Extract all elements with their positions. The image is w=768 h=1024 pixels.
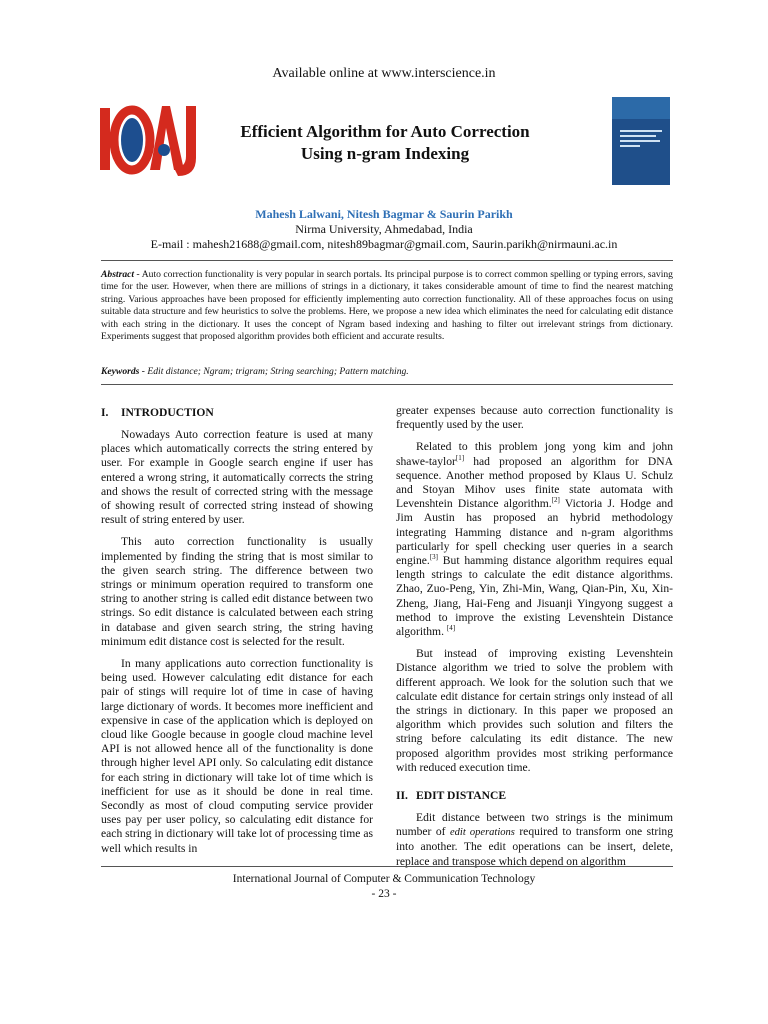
abstract-top-rule (101, 260, 673, 261)
page-number: - 23 - (371, 888, 397, 900)
keywords-label: Keywords - (101, 366, 145, 377)
text-run: Victoria J. Hodge and Jim Austin has proposed an hybrid methodology integrating Hamming distance and n-gram algorithms particularly for spell checking user queries in a search engine. (396, 497, 674, 568)
text-run: But hamming distance algorithm requires equal length strings to calculate the edit distance algorithms. Zhao, Zuo-Peng, Yin, Zhi-Min, Wang, Qian-Pin, Xu, Xin-Zheng, Jiang, Hai-Feng and Jisuanji Yingyong suggest a method to improve the existing Levenshtein Distance algorithm. (396, 554, 673, 639)
section-title: EDIT DISTANCE (416, 789, 507, 803)
left-column (101, 406, 373, 864)
abstract-label: Abstract - (101, 269, 140, 280)
paragraph: greater expenses because auto correction functionality is frequently used by the user. (396, 404, 673, 432)
journal-logo-icon (98, 98, 200, 182)
footer (0, 872, 768, 902)
paragraph: But instead of improving existing Levenshtein Distance algorithm we tried to solve the problem with different approach. We look for the solution such that we calculate edit distance for certain strings only instead of all the strings in dictionary. In this paper we proposed an algorithm which provides such solution and filters the string before calculating its edit distance. The new proposed algorithm provides most striking performance with reduced execution time. (396, 647, 673, 774)
text-run: had proposed an algorithm for DNA sequence. Another method proposed by Klaus U. Schulz and Stoyan Mihov uses finite state automata with Levenshtein Distance algorithm. (396, 454, 673, 511)
footer-rule (101, 866, 673, 867)
keywords (101, 366, 673, 377)
paper-title (190, 121, 580, 165)
text-run: Edit distance between two strings is the minimum number of (396, 811, 673, 839)
text-run: required to transform one string into another. The edit operations can be insert, delete, replace and transpose which depend on algorithm (396, 825, 674, 868)
title-line-1: Efficient Algorithm for Auto Correction (240, 122, 530, 141)
section-heading-introduction (101, 406, 373, 420)
author-list: Mahesh Lalwani, Nitesh Bagmar & Saurin Parikh (255, 207, 513, 221)
paragraph (396, 811, 673, 869)
section-title: INTRODUCTION (121, 406, 214, 419)
author-emails: E-mail : mahesh21688@gmail.com, nitesh89bagmar@gmail.com, Saurin.parikh@nirmauni.ac.in (150, 237, 618, 251)
journal-cover-icon (612, 97, 670, 185)
citation: [1] (455, 453, 465, 462)
journal-name: International Journal of Computer & Communication Technology (232, 873, 536, 885)
text-run: Related to this problem jong yong kim and john shawe-taylor (396, 440, 673, 468)
section-heading-edit-distance (396, 789, 673, 803)
abstract (101, 269, 673, 343)
right-column (396, 404, 673, 877)
citation: [4] (446, 624, 456, 633)
affiliation: Nirma University, Ahmedabad, India (295, 222, 473, 236)
available-online-text: Available online at www.interscience.in (272, 66, 496, 81)
citation: [3] (429, 553, 438, 562)
citation: [2] (551, 496, 560, 505)
paragraph: In many applications auto correction functionality is being used. However calculating edit distance for each pair of stings will require lot of time in case of having large dictionary of words. It becomes more inefficient and expensive in case of the application which is deployed on cloud like Google because in google cloud machine level API is not allowed hence all of the functionality is done through higher level API only. So calculating edit distance for each string in dictionary will take lot of time which is inefficient for use as it should be done in real time. Secondly as most of cloud computing service provider uses pay per user policy, so calculating edit distance for each string in dictionary will take lot of processing time as well which results in (101, 657, 373, 855)
italic-term: edit operations (450, 827, 515, 839)
title-line-2: Using n-gram Indexing (300, 144, 470, 163)
paragraph-related-work (396, 440, 673, 639)
abstract-text: Auto correction functionality is very popular in search portals. Its principal purpose is to correct common spelling or typing errors, saving time for the user. However, when there are millions of strings in a dictionary, it takes considerable amount of time to find the nearest matching string. Various approaches have been proposed for efficiently implementing auto correction functionality. All of these approaches focus on using suitable data structure and few heuristics to solve the problems. Here, we propose a new idea which eliminates the need for calculating edit distance with each string in the dictionary. It uses the concept of Ngram based indexing and hashing to filter out irrelevant strings from dictionary. Experiments suggest that proposed algorithm provides both efficient and accurate results. (101, 269, 673, 343)
section-number: I. (101, 406, 109, 419)
keywords-text: Edit distance; Ngram; trigram; String searching; Pattern matching. (144, 366, 409, 377)
paragraph: Nowadays Auto correction feature is used at many places which automatically corrects the string entered by user. For example in Google search engine if user has entered a wrong string, it automatically corrects the string and shows the result of corrected string with the message of showing result of corrected string instead of showing result of string entered by user. (101, 428, 373, 527)
section-number: II. (396, 789, 408, 803)
paragraph: This auto correction functionality is usually implemented by finding the string that is most similar to the given search string. The difference between two strings or minimum operation required to transform one string to another string is called edit distance between two strings. So edit distance is calculated between each string in database and given search string, the string having minimum edit distance cost is selected for the result. (101, 535, 373, 648)
abstract-bottom-rule (101, 384, 673, 385)
